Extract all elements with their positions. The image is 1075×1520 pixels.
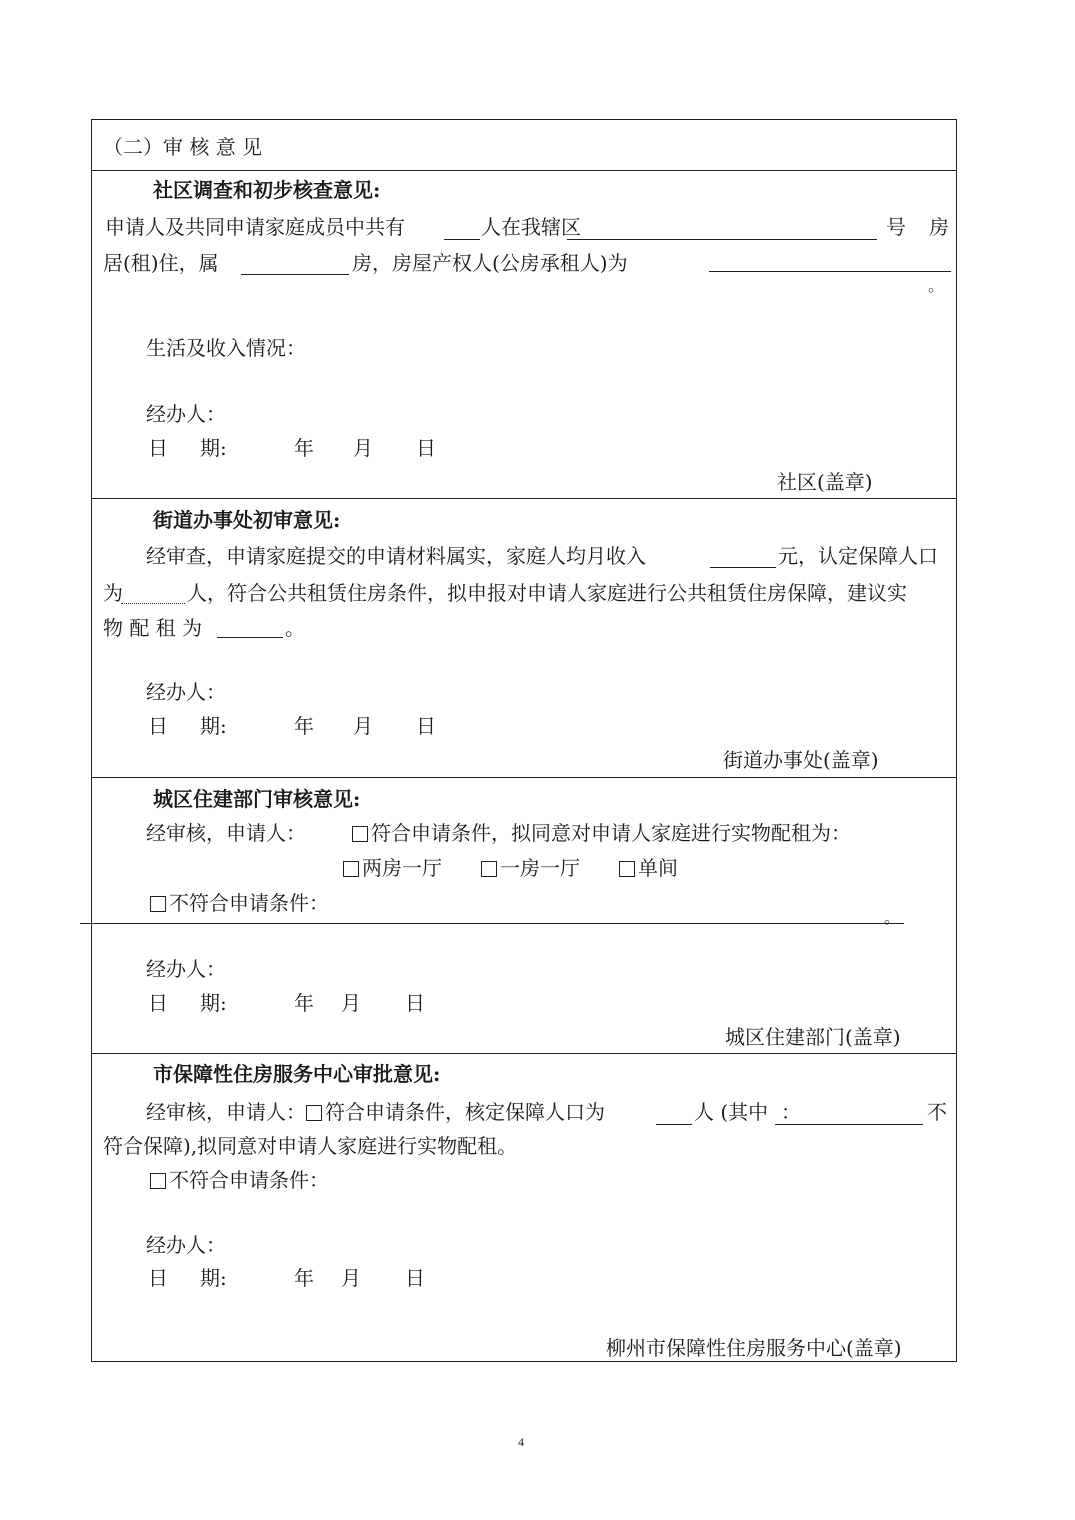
street-date-label: 日 <box>148 714 168 738</box>
city-people-blank[interactable] <box>656 1124 692 1125</box>
city-date-label2: 期: <box>200 1266 227 1290</box>
section-header: （二）审 核 意 见 <box>103 135 263 159</box>
district-date-label: 日 <box>148 991 168 1015</box>
community-line1a: 申请人及共同申请家庭成员中共有 <box>105 215 405 239</box>
opt-one-room: 一房一厅 <box>500 856 580 880</box>
community-date-label: 日 <box>148 436 168 460</box>
street-title: 街道办事处初审意见: <box>153 508 341 532</box>
street-line1a: 经审查，申请家庭提交的申请材料属实，家庭人均月收入 <box>146 544 646 568</box>
street-stamp: 街道办事处(盖章) <box>723 748 879 772</box>
city-not-eligible-checkbox[interactable] <box>150 1173 166 1189</box>
district-reason-blank[interactable] <box>80 923 904 924</box>
city-month: 月 <box>341 1266 361 1290</box>
community-title: 社区调查和初步核查意见: <box>153 178 381 202</box>
district-title: 城区住建部门审核意见: <box>153 787 361 811</box>
two-room-checkbox[interactable] <box>343 861 359 877</box>
house-type-blank[interactable] <box>241 274 349 275</box>
community-line1c: 号 <box>886 215 906 239</box>
city-day: 日 <box>405 1266 425 1290</box>
community-stamp: 社区(盖章) <box>777 470 873 494</box>
district-not-eligible-checkbox[interactable] <box>150 896 166 912</box>
city-stamp: 柳州市保障性住房服务中心(盖章) <box>606 1336 902 1360</box>
income-blank[interactable] <box>710 567 776 568</box>
city-line2: 符合保障),拟同意对申请人家庭进行实物配租。 <box>103 1134 518 1158</box>
opt-single-room: 单间 <box>638 856 678 880</box>
living-income-label: 生活及收入情况： <box>146 336 306 360</box>
single-room-checkbox[interactable] <box>619 861 635 877</box>
city-date-label: 日 <box>148 1266 168 1290</box>
city-line1b: 符合申请条件，核定保障人口为 <box>325 1100 605 1124</box>
city-title: 市保障性住房服务中心审批意见: <box>153 1062 441 1086</box>
community-date-label2: 期: <box>200 436 227 460</box>
member-count-blank[interactable] <box>444 239 480 240</box>
community-month: 月 <box>353 436 373 460</box>
district-month: 月 <box>341 991 361 1015</box>
street-line2b: 人，符合公共租赁住房条件，拟申报对申请人家庭进行公共租赁住房保障，建议实 <box>187 581 907 605</box>
one-room-checkbox[interactable] <box>481 861 497 877</box>
protected-people-blank[interactable] <box>121 603 185 604</box>
city-handler: 经办人： <box>146 1233 226 1257</box>
district-day: 日 <box>405 991 425 1015</box>
community-line1b: 人在我辖区 <box>481 215 581 239</box>
city-year: 年 <box>294 1266 314 1290</box>
street-year: 年 <box>294 714 314 738</box>
district-eligible-checkbox[interactable] <box>352 826 368 842</box>
district-not-eligible: 不符合申请条件： <box>169 891 329 915</box>
district-line1a: 经审核，申请人： <box>146 821 306 845</box>
street-handler: 经办人： <box>146 680 226 704</box>
street-line3b: 。 <box>285 616 305 640</box>
community-line2a: 居(租)住，属 <box>103 251 219 275</box>
district-address-blank[interactable] <box>567 239 877 240</box>
district-handler: 经办人： <box>146 957 226 981</box>
city-eligible-checkbox[interactable] <box>306 1105 322 1121</box>
divider-community <box>91 498 957 499</box>
street-line2a: 为 <box>103 581 123 605</box>
community-day: 日 <box>416 436 436 460</box>
city-not-eligible: 不符合申请条件： <box>169 1168 329 1192</box>
street-month: 月 <box>353 714 373 738</box>
district-date-label2: 期: <box>200 991 227 1015</box>
city-line1c: 人 (其中 <box>694 1100 769 1124</box>
community-line3-end: 。 <box>928 276 945 295</box>
page-number: 4 <box>518 1435 524 1449</box>
district-line1b: 符合申请条件，拟同意对申请人家庭进行实物配租为： <box>371 821 851 845</box>
district-period: 。 <box>884 908 901 927</box>
city-line1e: 不 <box>927 1100 947 1124</box>
street-line3a: 物 配 租 为 <box>103 616 203 640</box>
divider-district <box>91 1053 957 1054</box>
allocation-blank[interactable] <box>217 637 283 638</box>
community-line2b: 房，房屋产权人(公房承租人)为 <box>352 251 628 275</box>
city-line1a: 经审核，申请人： <box>146 1100 306 1124</box>
divider-street <box>91 777 957 778</box>
community-year: 年 <box>294 436 314 460</box>
city-line1d: ： <box>781 1100 801 1124</box>
owner-blank[interactable] <box>709 271 951 272</box>
street-date-label2: 期: <box>200 714 227 738</box>
district-year: 年 <box>294 991 314 1015</box>
district-stamp: 城区住建部门(盖章) <box>725 1025 901 1049</box>
divider-header <box>91 170 957 171</box>
opt-two-room: 两房一厅 <box>362 856 442 880</box>
community-line1d: 房 <box>929 215 949 239</box>
city-ineligible-blank[interactable] <box>775 1124 923 1125</box>
street-day: 日 <box>416 714 436 738</box>
street-line1b: 元，认定保障人口 <box>778 544 938 568</box>
community-handler: 经办人： <box>146 402 226 426</box>
